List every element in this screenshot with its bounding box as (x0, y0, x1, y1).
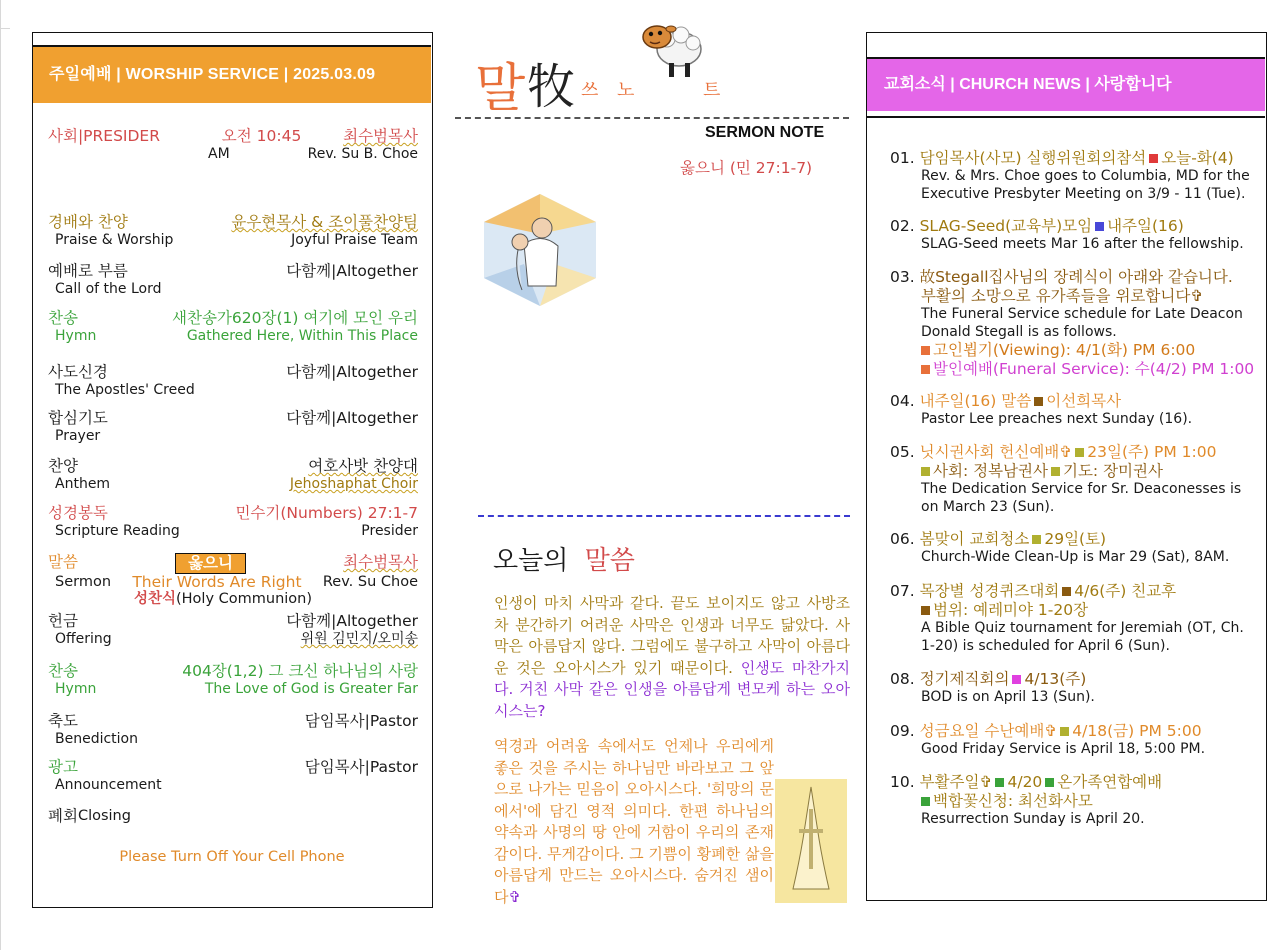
order-row-call (48, 262, 418, 298)
row-right: 404장(1,2) 그 크신 하나님의 사랑 (182, 662, 418, 680)
row-ko: 경배와 찬양 (48, 213, 128, 231)
row-ko: 성경봉독 (48, 504, 108, 522)
news-ko2: 백합꽃신청: 최선화사모 (933, 792, 1093, 810)
praying-hands-image (775, 779, 847, 903)
row-en-right: 위원 김민지/오미송 (300, 631, 418, 647)
news-en: Rev. & Mrs. Choe goes to Columbia, MD for the Executive Presbyter Meeting on 3/9 - 11 (Tue). (921, 168, 1250, 202)
row-en: Prayer (55, 428, 101, 444)
row-en: Anthem (55, 476, 111, 492)
worship-header: 주일예배 | WORSHIP SERVICE | 2025.03.09 (33, 47, 431, 103)
logo-mal: 말 (475, 59, 526, 119)
cross-icon: ✞ (508, 887, 522, 906)
divider-blue-dashed (478, 515, 850, 517)
order-row-hymn2 (48, 662, 418, 698)
row-ko: 찬송 (48, 309, 78, 327)
divider-dashed (455, 117, 849, 119)
order-row-scripture (48, 504, 418, 540)
row-ko: 사도신경 (48, 363, 108, 381)
news-num: 03. (890, 268, 915, 286)
news-ko: 내주일(16) 말씀 (919, 392, 1032, 410)
brown-square-icon (1034, 397, 1043, 406)
row-right: 여호사밧 찬양대 (308, 457, 418, 475)
news-ko: 故Stegall집사님의 장례식이 아래와 같습니다. (919, 268, 1233, 286)
news-tag: 내주일(16) (1107, 217, 1184, 235)
news-item-05 (890, 443, 1262, 516)
logo-s3: 트 (703, 80, 721, 101)
reflection-paragraph-1 (494, 593, 850, 722)
blue-square-icon (1095, 222, 1104, 231)
news-num: 09. (890, 722, 915, 740)
order-row-sermon (48, 553, 418, 608)
news-item-03 (890, 268, 1262, 379)
order-row-benediction (48, 712, 418, 748)
row-right: 다함께|Altogether (286, 363, 418, 381)
row-en-right: Gathered Here, Within This Place (186, 328, 418, 344)
news-num: 07. (890, 582, 915, 600)
page-corner-mark (0, 28, 10, 29)
news-tag: 오늘-화(4) (1161, 149, 1234, 167)
orange-square-icon (921, 365, 930, 374)
news-item-04 (890, 392, 1262, 429)
row-ko: 찬송 (48, 662, 78, 680)
order-row-announcement (48, 758, 418, 794)
news-en: A Bible Quiz tournament for Jeremiah (OT, Ch. 1-20) is scheduled for April 6 (Sun). (921, 620, 1244, 654)
order-row-praise (48, 213, 418, 249)
row-en-mid: Their Words Are Right (132, 573, 302, 591)
news-num: 05. (890, 443, 915, 461)
logo-mok: 牧 (527, 59, 576, 115)
order-row-offering (48, 612, 418, 648)
news-en: Good Friday Service is April 18, 5:00 PM. (921, 741, 1206, 757)
today-label: 오늘의 (493, 546, 569, 576)
row-ko: 헌금 (48, 612, 78, 630)
olive-square-icon (1060, 727, 1069, 736)
order-row-anthem (48, 457, 418, 493)
church-news-panel (866, 32, 1267, 901)
news-sub2: 발인예배(Funeral Service): 수(4/2) PM 1:00 (933, 360, 1255, 378)
row-ko: 예배로 부름 (48, 262, 128, 280)
row-en-right: Rev. Su Choe (322, 574, 418, 590)
news-ko: 부활주일✞ (919, 773, 993, 791)
news-ko: 봄맞이 교회청소 (919, 530, 1030, 548)
news-num: 01. (890, 149, 915, 167)
reflection-paragraph-2 (494, 736, 774, 908)
green-square-icon (995, 778, 1004, 787)
row-en: The Apostles' Creed (55, 382, 195, 398)
today-word: 말씀 (584, 546, 635, 576)
page-edge-line (0, 0, 1, 950)
order-row-presider (48, 127, 418, 163)
news-tag: 4/18(금) PM 5:00 (1072, 722, 1202, 740)
news-en: Pastor Lee preaches next Sunday (16). (921, 411, 1193, 427)
row-ko: 합심기도 (48, 409, 108, 427)
row-ko: 폐회 (48, 807, 78, 825)
order-row-hymn1 (48, 309, 418, 345)
news-num: 04. (890, 392, 915, 410)
row-sub: AM (208, 146, 230, 162)
news-ko: 담임목사(사모) 실행위원회의참석 (919, 149, 1147, 167)
orange-square-icon (921, 346, 930, 355)
row-en: Offering (55, 631, 112, 647)
news-tag: 29일(토) (1044, 530, 1107, 548)
row-en: Call of the Lord (55, 281, 162, 297)
news-en: The Funeral Service schedule for Late Deacon Donald Stegall is as follows. (921, 306, 1243, 340)
header-rule-bottom (867, 116, 1265, 118)
row-sub-right: Rev. Su B. Choe (307, 146, 418, 162)
news-item-06 (890, 530, 1262, 567)
sermon-reference: 옳으니 (민 27:1-7) (680, 159, 813, 177)
news-en: The Dedication Service for Sr. Deaconesses is on March 23 (Sun). (921, 481, 1242, 515)
row-en-right: Jehoshaphat Choir (289, 476, 418, 492)
green-square-icon (1045, 778, 1054, 787)
sermon-note-label: SERMON NOTE (705, 124, 825, 141)
row-en-right: Joyful Praise Team (291, 232, 418, 248)
olive-square-icon (921, 467, 930, 476)
brown-square-icon (1062, 587, 1071, 596)
news-header: 교회소식 | CHURCH NEWS | 사랑합니다 (867, 59, 1265, 111)
news-ko2: 부활의 소망으로 유가족들을 위로합니다✞ (921, 287, 1204, 305)
row-right: 다함께|Altogether (286, 612, 418, 630)
olive-square-icon (1032, 535, 1041, 544)
stained-glass-image (484, 194, 596, 306)
olive-square-icon (1075, 448, 1084, 457)
news-ko: 정기제직회의 (919, 670, 1010, 688)
row-time: 오전 10:45 (221, 127, 302, 145)
news-en: BOD is on April 13 (Sun). (921, 689, 1095, 705)
row-right: 담임목사|Pastor (304, 758, 418, 776)
row-right: 담임목사|Pastor (304, 712, 418, 730)
row-en: Announcement (55, 777, 162, 793)
news-item-10 (890, 773, 1262, 829)
news-ko2b: 기도: 장미권사 (1062, 462, 1163, 480)
row-en: Sermon (55, 574, 112, 590)
news-sub1: 고인뵙기(Viewing): 4/1(화) PM 6:00 (933, 341, 1196, 359)
news-ko2: 범위: 예레미야 1-20장 (933, 601, 1089, 619)
para2b-text: 한편 하나님의 약속과 사명의 땅 안에 거함이 우리의 존재감이다. 무게감이다. 그 기쁨이 황폐한 삶을 아름답게 만드는 오아시스다. 숨겨진 샘이다 (494, 801, 774, 906)
sermon-title-highlight: 옳으니 (175, 553, 246, 574)
row-right: 최수범목사 (343, 553, 418, 571)
pink-square-icon (1012, 675, 1021, 684)
row-en-right: The Love of God is Greater Far (204, 681, 418, 697)
row-right: 민수기(Numbers) 27:1-7 (235, 504, 418, 522)
news-tag2: 온가족연합예배 (1057, 773, 1163, 791)
news-en: Church-Wide Clean-Up is Mar 29 (Sat), 8AM. (921, 549, 1230, 565)
news-en: SLAG-Seed meets Mar 16 after the fellowship. (921, 236, 1244, 252)
news-tag: 4/6(주) 친교후 (1074, 582, 1177, 600)
olive-square-icon (1051, 467, 1060, 476)
logo-s2: 노 (617, 80, 635, 101)
row-right: 윤우현목사 & 조이풀찬양팀 (231, 213, 418, 231)
news-num: 02. (890, 217, 915, 235)
para2-text: 역경과 어려움 속에서도 언제나 우리에게 좋은 것을 주시는 하나님만 바라보고 그 앞으로 나가는 믿음이 오아시스다. '희망의 문에서'에 담긴 영적 의미다. (494, 737, 774, 820)
news-item-09 (890, 722, 1262, 759)
news-tag: 4/20 (1007, 773, 1043, 791)
news-ko2a: 사회: 정복남권사 (933, 462, 1048, 480)
row-right: 다함께|Altogether (286, 409, 418, 427)
order-row-closing (48, 807, 418, 826)
row-en-right: Presider (361, 523, 418, 539)
news-item-07 (890, 582, 1262, 655)
row-en: Praise & Worship (55, 232, 174, 248)
news-num: 10. (890, 773, 915, 791)
row-en: Benediction (55, 731, 138, 747)
news-item-01 (890, 149, 1262, 203)
news-en: Resurrection Sunday is April 20. (921, 811, 1145, 827)
row-ko: 축도 (48, 712, 78, 730)
news-tag: 23일(주) PM 1:00 (1087, 443, 1217, 461)
row-ko: 말씀 (48, 553, 78, 571)
order-row-creed (48, 363, 418, 399)
news-ko: 성금요일 수난예배✞ (919, 722, 1058, 740)
order-row-prayer (48, 409, 418, 445)
news-tag: 4/13(주) (1024, 670, 1087, 688)
row-right: 최수범목사 (343, 127, 418, 145)
row-en: Hymn (55, 328, 97, 344)
logo-s1: 쓰 (581, 80, 599, 101)
today-word-heading (493, 540, 635, 577)
para1-text: 인생이 마치 사막과 같다. 끝도 보이지도 않고 사방조차 분간하기 어려운 사막은 인생과 너무도 닮았다. 사막은 아름답지 않다. 그럼에도 불구하고 사막이 아름다운 것은 오아시스가 있기 때문이다. (494, 594, 850, 677)
news-ko: SLAG-Seed(교육부)모임 (919, 217, 1093, 235)
news-num: 06. (890, 530, 915, 548)
row-en: Hymn (55, 681, 97, 697)
cellphone-notice: Please Turn Off Your Cell Phone (119, 849, 345, 865)
news-num: 08. (890, 670, 915, 688)
news-item-02 (890, 217, 1262, 254)
worship-order-panel (32, 32, 433, 908)
news-ko: 닛시권사회 헌신예배✞ (919, 443, 1073, 461)
row-en: Scripture Reading (55, 523, 180, 539)
row-right: 다함께|Altogether (286, 262, 418, 280)
para1b-text: 인생도 마찬가지다. 거친 사막 같은 인생을 아름답게 변모케 하는 오아시스는? (494, 658, 851, 720)
brown-square-icon (921, 606, 930, 615)
news-ko: 목장별 성경퀴즈대회 (919, 582, 1060, 600)
row-ko: 사회|PRESIDER (48, 127, 160, 145)
row-right: 새찬송가620장(1) 여기에 모인 우리 (172, 309, 418, 327)
row-ko: 찬양 (48, 457, 78, 475)
sheep-icon (635, 15, 707, 81)
row-ko: 광고 (48, 758, 78, 776)
communion-line: 성찬식(Holy Communion) (133, 591, 313, 607)
red-square-icon (1149, 154, 1158, 163)
green-square-icon (921, 797, 930, 806)
news-tag: 이선희목사 (1046, 392, 1122, 410)
news-item-08 (890, 670, 1262, 707)
row-en: Closing (77, 808, 131, 824)
